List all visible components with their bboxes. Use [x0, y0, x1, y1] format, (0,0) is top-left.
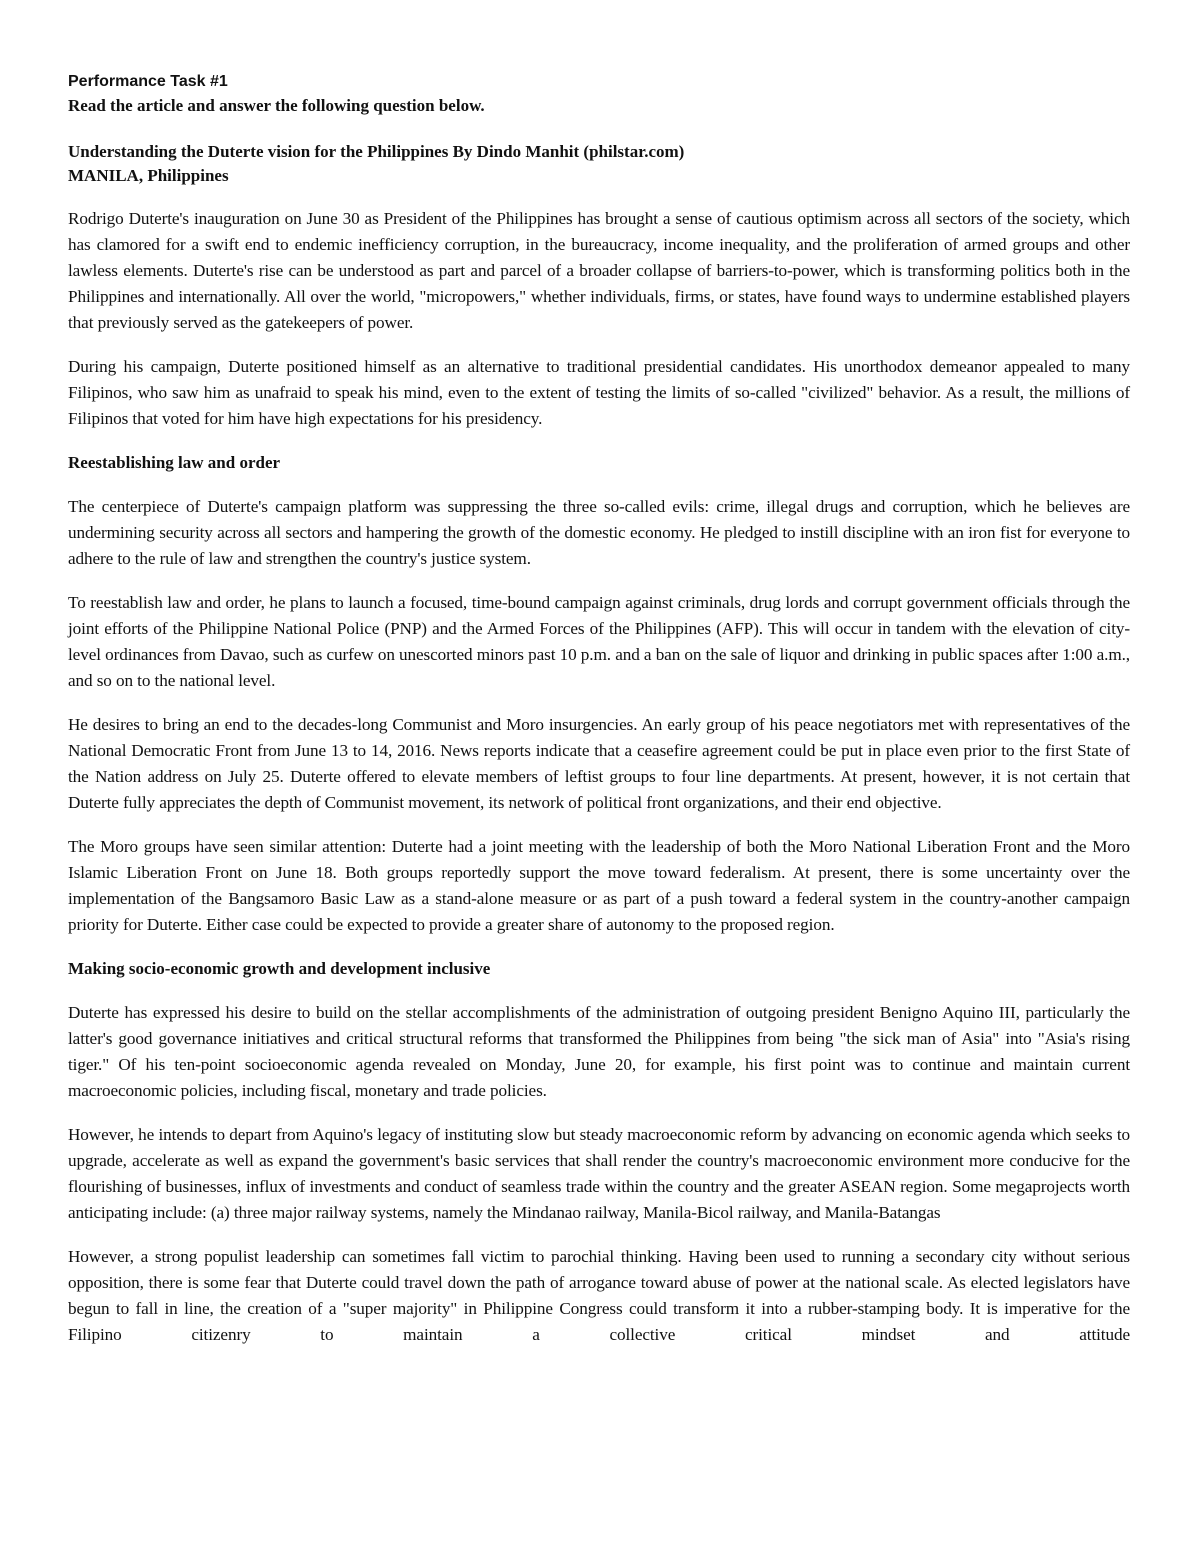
section-heading: Reestablishing law and order	[68, 453, 281, 472]
paragraph: To reestablish law and order, he plans to launch a focused, time-bound campaign against criminals, drug lords and corrupt government officials through the joint efforts of the Philippine National Police (PNP) and the Armed Forces of the Philippines (AFP). This will occur in tandem with the elevation of city-level ordinances from Davao, such as curfew on unescorted minors past 10 p.m. and a ban on the sale of liquor and drinking in public spaces after 1:00 a.m., and so on to the national level.	[68, 593, 1130, 690]
instruction: Read the article and answer the following question below.	[68, 96, 485, 115]
dateline: MANILA, Philippines	[68, 166, 229, 185]
paragraph: During his campaign, Duterte positioned himself as an alternative to traditional presidential candidates. His unorthodox demeanor appealed to many Filipinos, who saw him as unafraid to speak his mind, even to the extent of testing the limits of so-called "civilized" behavior. As a result, the millions of Filipinos that voted for him have high expectations for his presidency.	[68, 357, 1130, 428]
paragraph: Duterte has expressed his desire to build on the stellar accomplishments of the administration of outgoing president Benigno Aquino III, particularly the latter's good governance initiatives and critical structural reforms that transformed the Philippines from being "the sick man of Asia" into "Asia's rising tiger." Of his ten-point socioeconomic agenda revealed on Monday, June 20, for example, his first point was to continue and maintain current macroeconomic policies, including fiscal, monetary and trade policies.	[68, 1003, 1130, 1100]
task-label: Performance Task #1	[68, 73, 228, 90]
paragraph: The Moro groups have seen similar attention: Duterte had a joint meeting with the leadership of both the Moro National Liberation Front and the Moro Islamic Liberation Front on June 18. Both groups reportedly support the move toward federalism. At present, there is some uncertainty over the implementation of the Bangsamoro Basic Law as a stand-alone measure or as part of a push toward a federal system in the country-another campaign priority for Duterte. Either case could be expected to provide a greater share of autonomy to the proposed region.	[68, 837, 1130, 934]
paragraph: However, a strong populist leadership can sometimes fall victim to parochial thinking. Having been used to running a secondary city without serious opposition, there is some fear that Duterte could travel down the path of arrogance toward abuse of power at the national scale. As elected legislators have begun to fall in line, the creation of a "super majority" in Philippine Congress could transform it into a rubber-stamping body. It is imperative for the Filipino citizenry to maintain a collective critical mindset and attitude	[68, 1247, 1130, 1344]
paragraph: The centerpiece of Duterte's campaign platform was suppressing the three so-called evils: crime, illegal drugs and corruption, which he believes are undermining security across all sectors and hampering the growth of the domestic economy. He pledged to instill discipline with an iron fist for everyone to adhere to the rule of law and strengthen the country's justice system.	[68, 497, 1130, 568]
paragraph: Rodrigo Duterte's inauguration on June 30 as President of the Philippines has brought a sense of cautious optimism across all sectors of the society, which has clamored for a swift end to endemic inefficiency corruption, in the bureaucracy, income inequality, and the proliferation of armed groups and other lawless elements. Duterte's rise can be understood as part and parcel of a broader collapse of barriers-to-power, which is transforming politics both in the Philippines and internationally. All over the world, "micropowers," whether individuals, firms, or states, have found ways to undermine established players that previously served as the gatekeepers of power.	[68, 209, 1130, 332]
paragraph: He desires to bring an end to the decades-long Communist and Moro insurgencies. An early group of his peace negotiators met with representatives of the National Democratic Front from June 13 to 14, 2016. News reports indicate that a ceasefire agreement could be put in place even prior to the first State of the Nation address on July 25. Duterte offered to elevate members of leftist groups to four line departments. At present, however, it is not certain that Duterte fully appreciates the depth of Communist movement, its network of political front organizations, and their end objective.	[68, 715, 1130, 812]
paragraph: However, he intends to depart from Aquino's legacy of instituting slow but steady macroeconomic reform by advancing on economic agenda which seeks to upgrade, accelerate as well as expand the government's basic services that shall render the country's macroeconomic environment more conducive for the flourishing of businesses, influx of investments and conduct of seamless trade within the country and the greater ASEAN region. Some megaprojects worth anticipating include: (a) three major railway systems, namely the Mindanao railway, Manila-Bicol railway, and Manila-Batangas	[68, 1125, 1130, 1222]
article-title: Understanding the Duterte vision for the Philippines By Dindo Manhit (philstar.com)	[68, 142, 685, 161]
document-page	[68, 70, 1130, 1366]
section-heading: Making socio-economic growth and development inclusive	[68, 959, 491, 978]
